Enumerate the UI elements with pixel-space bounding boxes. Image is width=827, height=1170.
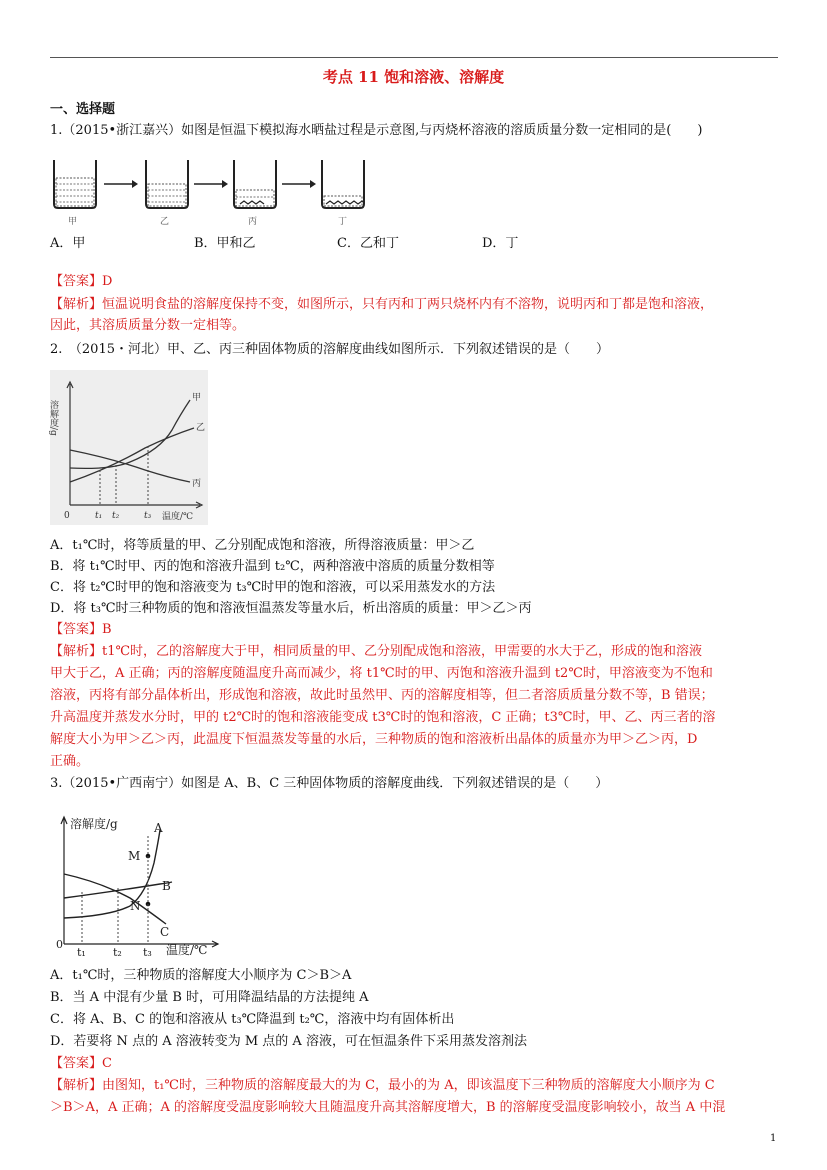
- q3-option-c: C．将 A、B、C 的饱和溶液从 t₃℃降温到 t₂℃，溶液中均有固体析出: [50, 1012, 455, 1027]
- q1-option-d: D．丁: [482, 236, 519, 251]
- curve-label-c: C: [160, 925, 170, 939]
- beaker-label-jia: 甲: [68, 217, 78, 227]
- beaker-jia: [54, 160, 96, 208]
- x-axis-label: 温度/℃: [162, 512, 194, 522]
- q2-analysis-line: 正确。: [50, 754, 90, 769]
- page-title: 考点 11 饱和溶液、溶解度: [322, 68, 505, 86]
- tick-t3: t₃: [144, 511, 152, 521]
- q1-analysis-line: 【解析】恒温说明食盐的溶解度保持不变，如图所示，只有丙和丁两只烧杯内有不溶物，说明丙和丁都是饱和溶液，: [50, 297, 714, 312]
- q3-option-a: A．t₁℃时，三种物质的溶解度大小顺序为 C＞B＞A: [50, 968, 352, 983]
- q1-beakers-figure: [50, 150, 370, 234]
- y-axis-label: 溶解度/g: [48, 400, 58, 436]
- tick-t2: t₂: [112, 511, 120, 521]
- q2-stem: 2. （2015・河北）甲、乙、丙三种固体物质的溶解度曲线如图所示．下列叙述错误的是（ ）: [50, 342, 609, 357]
- point-label-m: M: [128, 849, 141, 863]
- section-heading: 一、选择题: [50, 102, 116, 117]
- q1-analysis-line: 因此，其溶质质量分数一定相等。: [50, 318, 246, 333]
- beaker-yi: [146, 160, 188, 208]
- origin-label: 0: [56, 938, 63, 951]
- beaker-bing: [234, 160, 276, 208]
- beaker-label-yi: 乙: [160, 217, 170, 227]
- q2-analysis-line: 升高温度并蒸发水分时，甲的 t2℃时的饱和溶液能变成 t3℃时的饱和溶液，C 正确；t3℃时，甲、乙、丙三者的溶: [50, 710, 716, 725]
- q1-stem: 1.（2015•浙江嘉兴）如图是恒温下模拟海水晒盐过程是示意图,与丙烧杯溶液的溶质质量分数一定相同的是( ): [50, 123, 703, 138]
- q3-analysis-line: 【解析】由图知，t₁℃时，三种物质的溶解度最大的为 C，最小的为 A，即该温度下三种物质的溶解度大小顺序为 C: [50, 1078, 715, 1093]
- q1-option-a: A．甲: [50, 236, 86, 251]
- q2-analysis-line: 溶液，丙将有部分晶体析出，形成饱和溶液，故此时虽然甲、丙的溶解度相等，但二者溶质质量分数不等，B 错误；: [50, 688, 714, 703]
- q2-solubility-graph: [50, 370, 208, 529]
- beaker-label-bing: 丙: [248, 217, 258, 227]
- q2-answer: 【答案】B: [50, 622, 112, 637]
- beaker-label-ding: 丁: [338, 217, 348, 227]
- tick-t1: t₁: [77, 946, 86, 959]
- q2-option-a: A．t₁℃时，将等质量的甲、乙分别配成饱和溶液，所得溶液质量：甲＞乙: [50, 538, 475, 553]
- origin-label: 0: [64, 511, 70, 521]
- q3-answer: 【答案】C: [50, 1056, 112, 1071]
- q1-option-c: C．乙和丁: [337, 236, 399, 251]
- q2-analysis-line: 甲大于乙，A 正确；丙的溶解度随温度升高而减少，将 t1℃时的甲、丙饱和溶液升温到 t2℃时，甲溶液变为不饱和: [50, 666, 713, 681]
- page-number: 1: [770, 1133, 777, 1144]
- header-rule: [50, 57, 778, 58]
- tick-t1: t₁: [95, 511, 103, 521]
- q1-answer: 【答案】D: [50, 274, 113, 289]
- q3-solubility-graph: [50, 808, 220, 964]
- q1-option-b: B．甲和乙: [194, 236, 256, 251]
- curve-label-bing: 丙: [192, 479, 202, 489]
- q2-option-b: B．将 t₁℃时甲、丙的饱和溶液升温到 t₂℃，两种溶液中溶质的质量分数相等: [50, 559, 495, 574]
- q3-option-b: B．当 A 中混有少量 B 时，可用降温结晶的方法提纯 A: [50, 990, 369, 1005]
- curve-a: [64, 830, 160, 918]
- q2-option-c: C．将 t₂℃时甲的饱和溶液变为 t₃℃时甲的饱和溶液，可以采用蒸发水的方法: [50, 580, 496, 595]
- curve-label-yi: 乙: [196, 423, 206, 433]
- y-axis-label: 溶解度/g: [70, 817, 118, 831]
- curve-label-jia: 甲: [192, 393, 202, 403]
- tick-t3: t₃: [143, 946, 152, 959]
- q2-analysis-line: 解度大小为甲＞乙＞丙，此温度下恒温蒸发等量的水后，三种物质的饱和溶液析出晶体的质量亦为甲＞乙＞丙，D: [50, 732, 698, 747]
- q2-option-d: D．将 t₃℃时三种物质的饱和溶液恒温蒸发等量水后，析出溶质的质量：甲＞乙＞丙: [50, 601, 532, 616]
- curve-label-a: A: [154, 821, 163, 835]
- x-axis-label: 温度/℃: [166, 943, 208, 957]
- q3-stem: 3.（2015•广西南宁）如图是 A、B、C 三种固体物质的溶解度曲线．下列叙述错误的是（ ）: [50, 776, 609, 791]
- point-label-n: N: [130, 899, 141, 913]
- q3-option-d: D．若要将 N 点的 A 溶液转变为 M 点的 A 溶液，可在恒温条件下采用蒸发溶剂法: [50, 1034, 527, 1049]
- beaker-ding: [322, 160, 364, 208]
- curve-label-b: B: [162, 879, 171, 893]
- q2-analysis-line: 【解析】t1℃时，乙的溶解度大于甲，相同质量的甲、乙分别配成饱和溶液，甲需要的水大于乙，形成的饱和溶液: [50, 644, 703, 659]
- tick-t2: t₂: [113, 946, 122, 959]
- q3-analysis-line: ＞B＞A，A 正确；A 的溶解度受温度影响较大且随温度升高其溶解度增大，B 的溶解度受温度影响较小，故当 A 中混: [50, 1100, 726, 1115]
